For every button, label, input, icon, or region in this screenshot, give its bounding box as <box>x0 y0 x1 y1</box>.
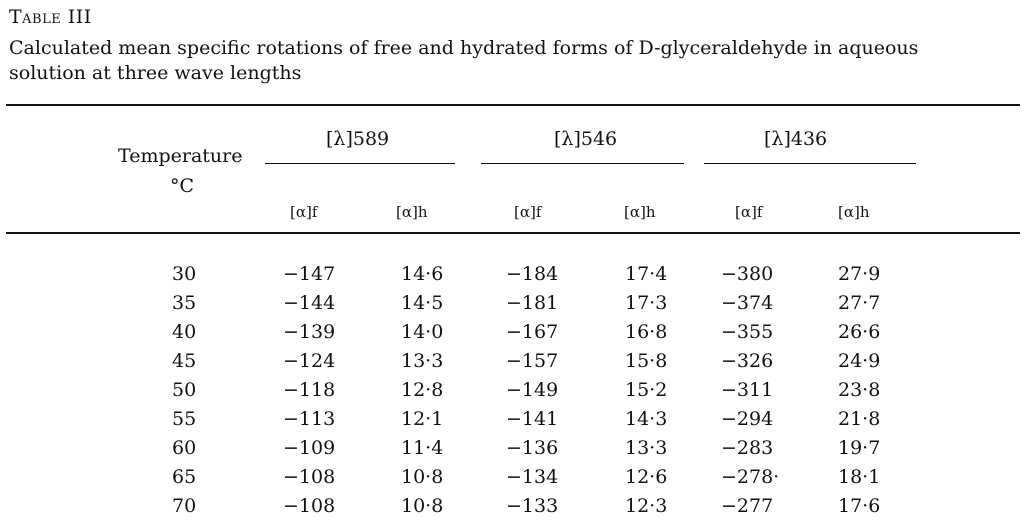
temperature-header: Temperature <box>118 145 243 167</box>
subheader-alpha-free-436: [α]f <box>735 203 763 221</box>
group-header-589: [λ]589 <box>326 128 390 150</box>
cell-alpha-hydrated-436: 24·9 <box>838 350 881 372</box>
cell-alpha-free-589: −139 <box>283 321 336 343</box>
header-bottom-rule <box>6 232 1020 234</box>
cell-alpha-free-546: −157 <box>506 350 559 372</box>
cell-alpha-hydrated-589: 14·0 <box>401 321 444 343</box>
cell-alpha-free-436: −311 <box>721 379 774 401</box>
cell-alpha-free-589: −109 <box>283 437 336 459</box>
subheader-alpha-free-546: [α]f <box>514 203 542 221</box>
cell-temperature: 45 <box>172 350 197 372</box>
cell-alpha-hydrated-436: 27·9 <box>838 263 881 285</box>
cell-alpha-hydrated-436: 19·7 <box>838 437 881 459</box>
cell-alpha-hydrated-589: 11·4 <box>401 437 444 459</box>
cell-alpha-free-546: −133 <box>506 495 559 517</box>
cell-alpha-free-589: −118 <box>283 379 336 401</box>
subheader-alpha-free-589: [α]f <box>290 203 318 221</box>
table-row <box>0 495 1024 524</box>
subheader-alpha-hydrated-589: [α]h <box>396 203 428 221</box>
cell-alpha-free-546: −181 <box>506 292 559 314</box>
cell-alpha-hydrated-589: 12·1 <box>401 408 444 430</box>
table-row <box>0 263 1024 292</box>
group-rule-546 <box>481 163 684 164</box>
table-row <box>0 350 1024 379</box>
group-rule-436 <box>704 163 916 164</box>
cell-alpha-free-589: −124 <box>283 350 336 372</box>
group-header-436: [λ]436 <box>764 128 828 150</box>
cell-alpha-hydrated-546: 16·8 <box>625 321 668 343</box>
group-rule-589 <box>265 163 455 164</box>
cell-alpha-free-546: −141 <box>506 408 559 430</box>
cell-alpha-free-589: −147 <box>283 263 336 285</box>
caption-line-2: solution at three wave lengths <box>9 62 302 84</box>
table-row <box>0 379 1024 408</box>
cell-alpha-hydrated-436: 26·6 <box>838 321 881 343</box>
cell-alpha-hydrated-546: 15·2 <box>625 379 668 401</box>
cell-temperature: 55 <box>172 408 197 430</box>
subheader-alpha-hydrated-436: [α]h <box>838 203 870 221</box>
caption-line-1: Calculated mean specific rotations of free and hydrated forms of D-glyceraldehyde in aqueous <box>9 37 919 59</box>
table-row <box>0 408 1024 437</box>
cell-alpha-free-436: −374 <box>721 292 774 314</box>
cell-alpha-free-589: −108 <box>283 495 336 517</box>
table-row <box>0 437 1024 466</box>
cell-alpha-free-589: −108 <box>283 466 336 488</box>
cell-alpha-hydrated-436: 17·6 <box>838 495 881 517</box>
cell-alpha-free-436: −326 <box>721 350 774 372</box>
cell-alpha-hydrated-589: 13·3 <box>401 350 444 372</box>
temperature-unit: °C <box>170 175 195 197</box>
cell-alpha-hydrated-436: 23·8 <box>838 379 881 401</box>
cell-alpha-hydrated-546: 17·4 <box>625 263 668 285</box>
cell-temperature: 65 <box>172 466 197 488</box>
cell-temperature: 30 <box>172 263 197 285</box>
cell-alpha-hydrated-436: 21·8 <box>838 408 881 430</box>
cell-temperature: 35 <box>172 292 197 314</box>
cell-alpha-hydrated-436: 27·7 <box>838 292 881 314</box>
cell-alpha-hydrated-589: 10·8 <box>401 495 444 517</box>
table-label: Table III <box>9 6 92 28</box>
cell-temperature: 70 <box>172 495 197 517</box>
cell-alpha-free-589: −113 <box>283 408 336 430</box>
cell-alpha-hydrated-589: 12·8 <box>401 379 444 401</box>
cell-alpha-hydrated-589: 10·8 <box>401 466 444 488</box>
cell-temperature: 40 <box>172 321 197 343</box>
subheader-alpha-hydrated-546: [α]h <box>624 203 656 221</box>
cell-alpha-free-546: −136 <box>506 437 559 459</box>
cell-temperature: 50 <box>172 379 197 401</box>
cell-alpha-free-546: −184 <box>506 263 559 285</box>
table-row <box>0 466 1024 495</box>
table-row <box>0 321 1024 350</box>
cell-alpha-free-436: −277 <box>721 495 774 517</box>
table-row <box>0 292 1024 321</box>
cell-alpha-free-436: −380 <box>721 263 774 285</box>
cell-alpha-free-436: −355 <box>721 321 774 343</box>
cell-alpha-free-589: −144 <box>283 292 336 314</box>
cell-alpha-free-436: −278· <box>721 466 780 488</box>
cell-alpha-free-546: −134 <box>506 466 559 488</box>
cell-alpha-hydrated-546: 15·8 <box>625 350 668 372</box>
table-caption <box>9 36 1024 86</box>
cell-temperature: 60 <box>172 437 197 459</box>
cell-alpha-hydrated-546: 13·3 <box>625 437 668 459</box>
cell-alpha-hydrated-546: 17·3 <box>625 292 668 314</box>
cell-alpha-free-546: −149 <box>506 379 559 401</box>
cell-alpha-free-436: −283 <box>721 437 774 459</box>
cell-alpha-hydrated-546: 14·3 <box>625 408 668 430</box>
cell-alpha-hydrated-589: 14·5 <box>401 292 444 314</box>
cell-alpha-free-436: −294 <box>721 408 774 430</box>
cell-alpha-hydrated-436: 18·1 <box>838 466 881 488</box>
group-header-546: [λ]546 <box>554 128 618 150</box>
cell-alpha-free-546: −167 <box>506 321 559 343</box>
cell-alpha-hydrated-546: 12·6 <box>625 466 668 488</box>
cell-alpha-hydrated-589: 14·6 <box>401 263 444 285</box>
cell-alpha-hydrated-546: 12·3 <box>625 495 668 517</box>
top-rule <box>6 104 1020 106</box>
